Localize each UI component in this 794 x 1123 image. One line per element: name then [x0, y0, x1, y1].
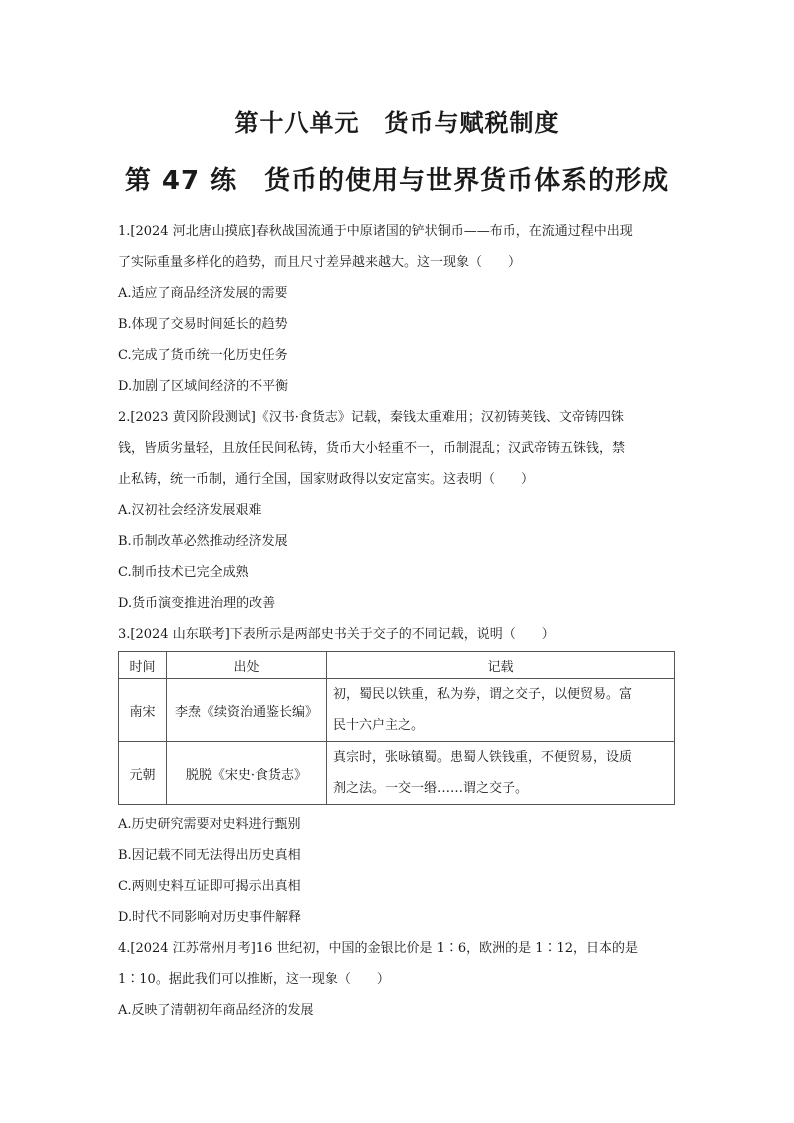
option-c: C.制币技术已完全成熟 — [118, 565, 249, 580]
question-stem-line: 2.[2023 黄冈阶段测试]《汉书·食货志》记载，秦钱太重难用；汉初铸荚钱、文帝铸四铢 — [118, 410, 624, 425]
option-c: C.完成了货币统一化历史任务 — [118, 348, 288, 363]
option-d: D.货币演变推进治理的改善 — [118, 596, 276, 611]
question-2 — [118, 402, 678, 619]
table-cell-source: 李焘《续资治通鉴长编》 — [167, 679, 327, 742]
option-b: B.因记载不同无法得出历史真相 — [118, 848, 301, 863]
option-a: A.适应了商品经济发展的需要 — [118, 286, 288, 301]
table-header-row — [119, 652, 675, 679]
question-stem-line: 1∶10。据此我们可以推断，这一现象（ ） — [118, 972, 390, 987]
question-stem-line: 4.[2024 江苏常州月考]16 世纪初，中国的金银比价是 1∶6，欧洲的是 1∶12，日本的是 — [118, 941, 639, 956]
table-cell-time: 南宋 — [119, 679, 167, 742]
record-table — [118, 651, 675, 805]
question-stem-line: 止私铸，统一币制，通行全国，国家财政得以安定富实。这表明（ ） — [118, 472, 535, 487]
option-a: A.汉初社会经济发展艰难 — [118, 503, 262, 518]
table-row — [119, 679, 675, 742]
question-4 — [118, 933, 678, 1026]
option-a: A.历史研究需要对史料进行甄别 — [118, 817, 301, 832]
table-header-cell: 出处 — [167, 652, 327, 679]
table-header-cell: 记载 — [327, 652, 675, 679]
question-1 — [118, 216, 678, 402]
table-header-cell: 时间 — [119, 652, 167, 679]
option-c: C.两则史料互证即可揭示出真相 — [118, 879, 301, 894]
table-cell-record — [327, 742, 675, 805]
record-line: 民十六户主之。 — [333, 718, 425, 733]
record-line: 剂之法。一交一缗……谓之交子。 — [333, 781, 529, 796]
table-row — [119, 742, 675, 805]
question-stem-line: 了实际重量多样化的趋势，而且尺寸差异越来越大。这一现象（ ） — [118, 255, 522, 270]
question-list — [118, 216, 678, 1026]
record-line: 真宗时，张咏镇蜀。患蜀人铁钱重，不便贸易，设质 — [333, 750, 633, 765]
table-cell-record — [327, 679, 675, 742]
option-b: B.体现了交易时间延长的趋势 — [118, 317, 288, 332]
option-a: A.反映了清朝初年商品经济的发展 — [118, 1003, 314, 1018]
table-cell-source: 脱脱《宋史·食货志》 — [167, 742, 327, 805]
lesson-title: 第 47 练 货币的使用与世界货币体系的形成 — [124, 166, 670, 196]
question-stem-line: 钱，皆质劣量轻，且放任民间私铸，货币大小轻重不一，币制混乱；汉武帝铸五铢钱，禁 — [118, 441, 626, 456]
unit-title: 第十八单元 货币与赋税制度 — [234, 109, 560, 137]
question-stem-line: 3.[2024 山东联考]下表所示是两部史书关于交子的不同记载，说明（ ） — [118, 627, 555, 642]
record-line: 初，蜀民以铁重，私为券，谓之交子，以便贸易。富 — [333, 687, 633, 702]
table-cell-time: 元朝 — [119, 742, 167, 805]
option-d: D.加剧了区域间经济的不平衡 — [118, 379, 289, 394]
question-stem-line: 1.[2024 河北唐山摸底]春秋战国流通于中原诸国的铲状铜币——布币，在流通过程中出现 — [118, 224, 633, 239]
option-d: D.时代不同影响对历史事件解释 — [118, 910, 302, 925]
option-b: B.币制改革必然推动经济发展 — [118, 534, 288, 549]
question-3 — [118, 619, 678, 933]
